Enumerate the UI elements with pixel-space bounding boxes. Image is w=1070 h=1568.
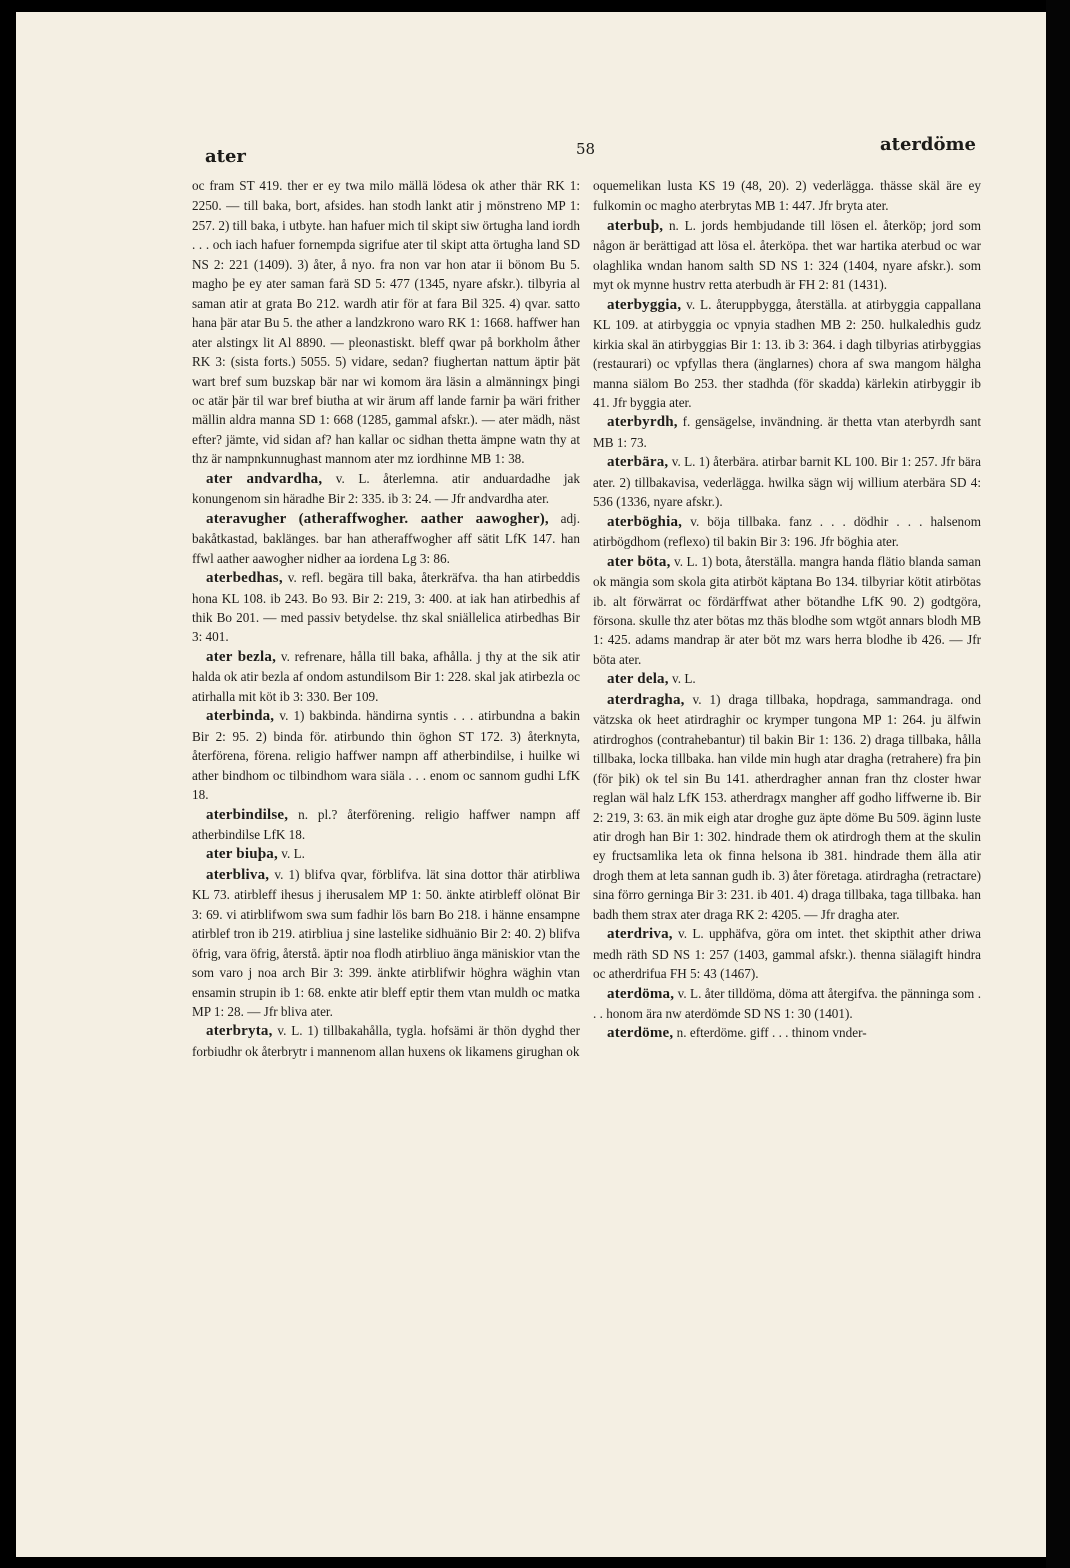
headword: ater biuþa, [206,846,278,863]
headword: ater dela, [607,671,669,688]
headword: aterbliva, [206,866,270,883]
headword: aterbyrdh, [607,414,678,431]
scanner-edge [1046,0,1070,1568]
dictionary-entry [192,469,580,509]
definition: v. refl. begära till baka, återkräfva. tha han atirbeddis hona KL 108. ib 243. Bo 93. Bir 2: 219, 3: 400. at iak han atirbedhis af thik Bo 201. — med passiv betydelse. thz skal sniällelica atirbedhas Bir 3: 401. [192,570,580,645]
dictionary-entry [593,216,981,295]
dictionary-entry [593,512,981,552]
dictionary-entry [192,844,580,864]
dictionary-entry [192,1021,580,1061]
page-number: 58 [576,140,596,158]
definition: v. 1) blifva qvar, förblifva. lät sina dottor thär atirbliwa KL 73. atirbleff ihesus j iherusalem MP 1: 50. änkte atirbleff olönat Bir 3: 69. vi atirblifwom swa sum fadhir lös barn Bo 218. i hänne ensampne atirblef tron ib 219. atirbliua j sine lastelike sidhuänio Bir 2: 40. 2) blifva öfrig, vara öfrig, återstå. äptir noa flodh atirbliuo änga mäniskior vtan the som varo j noa arch Bir 3: 399. änkte atirblifwir höghra wäghin vtan ensamin strupin ib 1: 68. enkte atir bleff eptir them vtan muldh oc matka MP 1: 28. — Jfr bliva ater. [192,866,580,1020]
dictionary-entry [192,647,580,706]
dictionary-entry [192,706,580,804]
dictionary-entry [593,452,981,511]
definition: v. L. 1) tillbakahålla, tygla. hofsämi är thön dyghd ther forbiudhr ok återbrytr i mannenom allan huxens ok likamens girughan ok [192,1023,580,1059]
headword: aterbinda, [206,708,275,725]
headword: ateravugher (atheraffwogher. aather aawogher), [206,510,549,527]
headword: aterbindilse, [206,806,289,823]
definition: v. 1) bakbinda. händirna syntis . . . atirbundna a bakin Bir 2: 95. 2) binda för. atirbundo thin öghon ST 172. 3) återknyta, återförena, förena. religio haffwer nampn aff atherbindilse, i huilke wi ather bindhom oc tilbindhom wara siäla . . . enom oc sannom gudhi LfK 18. [192,708,581,803]
definition: v. L. återuppbygga, återställa. at atirbyggia cappallana KL 109. at atirbyggia oc vpnyia stadhen MB 2: 250. hulkaledhis gudz kirkia skal än atirbyggias Bir 1: 13. ib 3: 364. i dagh tilbyrias atirbyggias (restaurari) oc vpfyllas thera (änglarnes) chora af swa mangom hälgha manna siälom Bo 253. ther stadhda (för skadda) kärlekin atirbyggir ib 41. Jfr byggia ater. [593,296,981,410]
definition: v. L. 1) bota, återställa. mangra handa flätio blanda saman ok mängia som skola gita atirböt käptana Bo 134. tilbyriar kötit atirbötas ib. alt förwärrat oc fördärffwat ather bötandhe LfK 90. 2) godtgöra, försona. skulle thz ater bötas mz thäs blodhe som wtgöt annars blodh MB 1: 425. adams mandrap är ater böt mz wars herra blodhe ib 426. — Jfr böta ater. [593,553,981,667]
dictionary-entry [593,552,981,670]
definition: v. böja tillbaka. fanz . . . dödhir . . . halsenom atirbögdhom (reflexo) til bakin Bir 3: 196. Jfr böghia ater. [593,513,982,550]
headword: ater böta, [607,553,671,570]
dictionary-entry [593,1023,981,1043]
dictionary-entry [192,865,580,1022]
dictionary-entry [192,805,580,845]
dictionary-entry [593,690,981,924]
headword: aterböghia, [607,513,683,530]
definition: n. efterdöme. giff . . . thinom vnder- [676,1025,867,1041]
headword: aterdriva, [607,926,673,943]
headword: aterdöme, [607,1025,674,1042]
headword: ater bezla, [206,648,277,665]
definition: v. L. åter tilldöma, döma att återgifva. the pänninga som . . . honom ära nw aterdömde SD NS 1: 30 (1401). [593,985,981,1022]
definition: n. pl.? återförening. religio haffwer nampn aff atherbindilse LfK 18. [192,806,580,842]
definition: oc fram ST 419. ther er ey twa milo mällä lödesa ok ather thär RK 1: 2250. — till baka, bort, afsides. han stodh lankt atir j mönstreno MP 1: 257. 2) till baka, i utbyte. han hafuer mich til skipt siw örtugha land iordh . . . och iach hafuer fornempda sigrifue ater til skipt atta örtugha land SD NS 2: 221 (1409). 3) åter, å nyo. fra non var hon atar ii bönom Bu 5. magho þe ey ater saman farä SD 5: 477 (1345, nyare afskr.). tilbyria al saman atir at grata Bo 212. wardh atir för at fara Bil 325. 4) qvar. satto hana þär atar Bu 5. the ather a landzkrono waro RK 1: 1668. haffwer han ater alstingx lit Al 8890. — pleonastiskt. bleff qwar på borkholm åther RK 3: (sista forts.) 5055. 5) vidare, sedan? fiughertan nattum äptir þät wart bref sum buzskap bär nar wi komom ära läsin a almänningx þingi oc atär þär til war bref biutha at wir ärum aff lande farnir þa wäri frither mällin aldra manna SD 1: 668 (1285, gammal afskr.). — ater mädh, näst efter? jämte, vid sidan af? han kallar oc sidhan thetta ämpne watn thy at thz är nampnkunnughast mannom ater mz iordhinne MB 1: 38. [192,178,580,467]
definition: v. L. upphäfva, göra om intet. thet skipthit ather driwa medh räth SD NS 1: 257 (1403, gammal afskr.). thenna siälagift hindra oc atherdrifua FH 5: 43 (1467). [593,926,981,982]
dictionary-entry [192,176,580,469]
headword: aterbyggia, [607,296,682,313]
dictionary-entry [192,509,580,568]
definition: n. L. jords hembjudande till lösen el. återköp; jord som någon är berättigad att lösa el. återköpa. thet war hartika aterbud oc war olaghlika wndan hanom salth SD NS 1: 324 (1404, nyare afskr.). som myt ok mynne hustrv retta aterbudh är FH 2: 81 (1431). [593,217,982,293]
definition: adj. bakåtkastad, baklänges. bar han atheraffwogher aff sätit LfK 147. han ffwl aather aawogher nidher aa iordena Lg 3: 86. [192,510,581,566]
definition: v. 1) draga tillbaka, hopdraga, sammandraga. ond vätzska ok heet atirdraghir oc krymper tungona MP 1: 264. ju älfwin atirdroghos (contrahebantur) til bakin Bir 1: 136. 2) draga tillbaka, hålla tillbaka, locka tillbaka. han vilde min hugh atar dragha (retrahere) fra þin (för þik) ok tel sin Bu 141. atherdragher annan fran thz closter hwar reglan wäl halz LfK 153. atherdragx mangher aff godho liffwerne ib. Bir 2: 219, 3: 63. än mik eigh atar droghe guz äpte döme Bu 509. äginn luste atir drogh han Bir 1: 302. hindrade them ok atirdrogh them at the skulin ey fructsamlika leta ok finna helsona ib 381. hindrade them älla atir drogh them at leta sannan gudh ib. 3) åter företaga. atirdragha (retractare) sina förro gerninga Bir 3: 231. ib 401. 4) draga tillbaka, taga tillbaka. han badh them strax ater draga RK 2: 4205. — Jfr dragha ater. [593,691,981,922]
left-column [192,176,580,1061]
right-column [593,176,981,1044]
headword: aterbära, [607,454,669,471]
definition: v. L. återlemna. atir anduardadhe jak konungenom sin häradhe Bir 2: 335. ib 3: 24. — Jfr andvardha ater. [192,470,580,507]
headword: aterdragha, [607,691,685,708]
running-head-right: aterdöme [880,134,977,155]
dictionary-entry [593,669,981,689]
headword: aterdöma, [607,985,675,1002]
dictionary-entry [593,412,981,452]
headword: aterbryta, [206,1023,273,1040]
definition: v. L. [281,846,305,862]
dictionary-entry [593,924,981,983]
running-head-left: ater [205,146,246,167]
definition: v. L. 1) återbära. atirbar barnit KL 100. Bir 1: 257. Jfr bära ater. 2) tillbakavisa, vederlägga. hwilka sägn wij willium aterbära SD 4: 536 (1336, nyare afskr.). [593,454,981,510]
definition: f. gensägelse, invändning. är thetta vtan aterbyrdh sant MB 1: 73. [593,414,981,450]
headword: ater andvardha, [206,470,323,487]
dictionary-entry [593,295,981,413]
definition: oquemelikan lusta KS 19 (48, 20). 2) vederlägga. thässe skäl äre ey fulkomin oc magho aterbrytas MB 1: 447. Jfr bryta ater. [593,178,981,214]
dictionary-entry [593,176,981,216]
definition: v. L. [672,671,696,687]
headword: aterbuþ, [607,217,664,234]
dictionary-entry [192,568,580,647]
definition: v. refrenare, hålla till baka, afhålla. j thy at the sik atir halda ok atir bezla af ondom astundilsom Bir 1: 228. skal jak atirbezla oc atirhalla mit köt ib 3: 330. Ber 109. [192,648,580,704]
headword: aterbedhas, [206,570,283,587]
dictionary-entry [593,984,981,1024]
